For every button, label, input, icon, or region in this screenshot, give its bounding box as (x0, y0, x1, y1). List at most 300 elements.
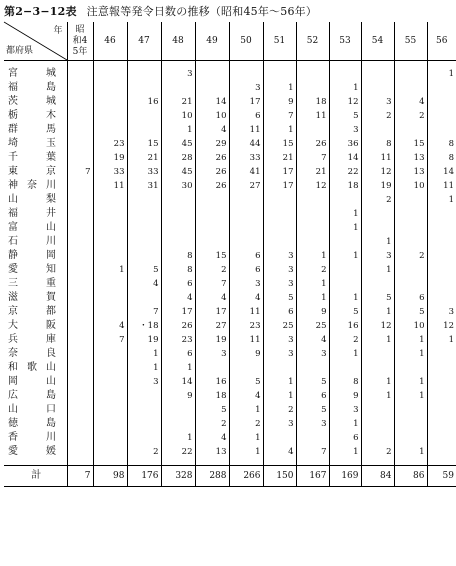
table-row (4, 389, 456, 403)
value-cell: 14 (329, 151, 361, 165)
value-cell (67, 361, 93, 375)
value-cell: 12 (329, 95, 361, 109)
value-cell: 1 (329, 291, 361, 305)
prefecture-name (4, 221, 67, 235)
value-cell: 1 (361, 263, 394, 277)
value-cell (329, 193, 361, 207)
value-cell: 18 (195, 389, 229, 403)
value-cell: 3 (195, 347, 229, 361)
value-cell (93, 291, 127, 305)
value-cell (427, 431, 456, 445)
value-cell: 2 (394, 249, 427, 263)
value-cell (361, 81, 394, 95)
value-cell (427, 81, 456, 95)
value-cell: 15 (195, 249, 229, 263)
value-cell: 11 (361, 151, 394, 165)
value-cell: 2 (195, 417, 229, 431)
value-cell: 1 (296, 291, 329, 305)
value-cell (263, 431, 296, 445)
value-cell: 23 (161, 333, 195, 347)
total-cell: 98 (93, 466, 127, 487)
value-cell (93, 431, 127, 445)
prefecture-name (4, 207, 67, 221)
value-cell: 36 (329, 137, 361, 151)
value-cell: 1 (161, 361, 195, 375)
value-cell (127, 403, 161, 417)
year-header: 56 (427, 22, 456, 61)
value-cell: 13 (394, 151, 427, 165)
value-cell: 17 (161, 305, 195, 319)
table-row (4, 109, 456, 123)
value-cell (93, 375, 127, 389)
table-row (4, 165, 456, 179)
prefecture-name (4, 445, 67, 466)
value-cell: 17 (263, 179, 296, 193)
value-cell: 11 (229, 123, 263, 137)
prefecture-label: 香川 (8, 432, 56, 443)
value-cell (195, 81, 229, 95)
year-header: 昭和45年 (67, 22, 93, 61)
value-cell: 1 (394, 389, 427, 403)
value-cell: 9 (263, 95, 296, 109)
value-cell (195, 235, 229, 249)
value-cell: 3 (263, 333, 296, 347)
prefecture-name (4, 81, 67, 95)
table-number: 第2−3−12表 (4, 5, 77, 18)
value-cell (329, 263, 361, 277)
value-cell: 9 (329, 389, 361, 403)
value-cell (195, 361, 229, 375)
value-cell (127, 389, 161, 403)
value-cell: 10 (394, 319, 427, 333)
value-cell: 13 (394, 165, 427, 179)
value-cell: 1 (329, 445, 361, 466)
value-cell (67, 403, 93, 417)
value-cell: 9 (296, 305, 329, 319)
value-cell (67, 291, 93, 305)
prefecture-label: 愛媛 (8, 446, 56, 457)
value-cell: 18 (329, 179, 361, 193)
table-row (4, 235, 456, 249)
value-cell: 3 (229, 81, 263, 95)
value-cell: 2 (361, 445, 394, 466)
prefecture-name (4, 417, 67, 431)
value-cell: 1 (427, 193, 456, 207)
value-cell (161, 193, 195, 207)
value-cell (394, 417, 427, 431)
value-cell: 17 (195, 305, 229, 319)
value-cell: 17 (263, 165, 296, 179)
prefecture-name (4, 431, 67, 445)
value-cell: 3 (263, 249, 296, 263)
value-cell (127, 249, 161, 263)
value-cell (427, 389, 456, 403)
value-cell (67, 137, 93, 151)
value-cell (93, 305, 127, 319)
value-cell: 3 (229, 277, 263, 291)
value-cell (93, 389, 127, 403)
total-label: 計 (4, 466, 67, 487)
year-header: 47 (127, 22, 161, 61)
prefecture-label: 石川 (8, 236, 56, 247)
value-cell (361, 221, 394, 235)
value-cell: 25 (263, 319, 296, 333)
value-cell (394, 207, 427, 221)
value-cell: 2 (263, 403, 296, 417)
value-cell (296, 431, 329, 445)
prefecture-name (4, 361, 67, 375)
value-cell: 19 (127, 333, 161, 347)
value-cell (67, 207, 93, 221)
value-cell: 27 (195, 319, 229, 333)
value-cell: 4 (161, 291, 195, 305)
year-header: 48 (161, 22, 195, 61)
value-cell: 7 (296, 445, 329, 466)
value-cell (361, 277, 394, 291)
value-cell (161, 417, 195, 431)
value-cell: 7 (127, 305, 161, 319)
header-corner (4, 22, 67, 61)
prefecture-label: 広島 (8, 390, 56, 401)
value-cell: 1 (263, 123, 296, 137)
value-cell (296, 123, 329, 137)
value-cell (394, 361, 427, 375)
prefecture-label: 徳島 (8, 418, 56, 429)
value-cell (427, 403, 456, 417)
value-cell: 3 (161, 61, 195, 82)
value-cell: 11 (229, 333, 263, 347)
value-cell: 1 (296, 249, 329, 263)
value-cell (329, 277, 361, 291)
value-cell: 5 (329, 109, 361, 123)
value-cell: 15 (263, 137, 296, 151)
value-cell (296, 361, 329, 375)
value-cell: 44 (229, 137, 263, 151)
year-header: 49 (195, 22, 229, 61)
value-cell: 26 (161, 319, 195, 333)
value-cell: 8 (427, 137, 456, 151)
value-cell (127, 235, 161, 249)
value-cell (67, 109, 93, 123)
value-cell (427, 123, 456, 137)
value-cell: 7 (93, 333, 127, 347)
value-cell: ・18 (127, 319, 161, 333)
value-cell (195, 61, 229, 82)
prefecture-name (4, 123, 67, 137)
value-cell: 4 (195, 291, 229, 305)
value-cell (394, 61, 427, 82)
value-cell (67, 305, 93, 319)
value-cell (394, 193, 427, 207)
value-cell (361, 61, 394, 82)
prefecture-label: 宮城 (8, 68, 56, 79)
value-cell: 4 (296, 333, 329, 347)
value-cell (394, 403, 427, 417)
value-cell: 11 (296, 109, 329, 123)
value-cell (67, 333, 93, 347)
value-cell: 17 (229, 95, 263, 109)
total-cell: 176 (127, 466, 161, 487)
value-cell: 1 (329, 221, 361, 235)
value-cell: 26 (195, 165, 229, 179)
value-cell: 15 (394, 137, 427, 151)
table-row (4, 277, 456, 291)
value-cell: 19 (361, 179, 394, 193)
prefecture-name (4, 305, 67, 319)
value-cell: 9 (229, 347, 263, 361)
value-cell (67, 417, 93, 431)
table-row (4, 375, 456, 389)
value-cell: 3 (263, 417, 296, 431)
value-cell: 1 (127, 361, 161, 375)
value-cell: 2 (394, 109, 427, 123)
prefecture-name (4, 193, 67, 207)
value-cell (427, 263, 456, 277)
value-cell: 3 (296, 417, 329, 431)
prefecture-label: 栃木 (8, 110, 56, 121)
value-cell (229, 193, 263, 207)
value-cell: 2 (127, 445, 161, 466)
year-header: 55 (394, 22, 427, 61)
table-row (4, 207, 456, 221)
value-cell: 1 (229, 403, 263, 417)
table-row (4, 249, 456, 263)
value-cell (67, 431, 93, 445)
value-cell: 8 (329, 375, 361, 389)
value-cell: 5 (263, 291, 296, 305)
value-cell: 4 (394, 95, 427, 109)
prefecture-label: 福島 (8, 82, 56, 93)
value-cell (361, 347, 394, 361)
value-cell (427, 109, 456, 123)
table-row (4, 347, 456, 361)
value-cell: 6 (161, 277, 195, 291)
value-cell: 1 (329, 81, 361, 95)
value-cell (329, 235, 361, 249)
prefecture-name (4, 319, 67, 333)
prefecture-label: 滋賀 (8, 292, 56, 303)
value-cell (296, 193, 329, 207)
value-cell: 21 (263, 151, 296, 165)
value-cell: 22 (329, 165, 361, 179)
table-row (4, 305, 456, 319)
value-cell: 28 (161, 151, 195, 165)
value-cell: 1 (361, 235, 394, 249)
value-cell: 15 (127, 137, 161, 151)
value-cell (427, 361, 456, 375)
value-cell (427, 277, 456, 291)
value-cell: 7 (263, 109, 296, 123)
prefecture-label: 千葉 (8, 152, 56, 163)
value-cell (67, 221, 93, 235)
value-cell: 4 (93, 319, 127, 333)
value-cell: 6 (329, 431, 361, 445)
value-cell (361, 207, 394, 221)
value-cell: 9 (161, 389, 195, 403)
value-cell: 12 (427, 319, 456, 333)
value-cell: 31 (127, 179, 161, 193)
value-cell (67, 151, 93, 165)
value-cell (229, 61, 263, 82)
value-cell: 33 (127, 165, 161, 179)
value-cell (93, 81, 127, 95)
prefecture-label: 和歌山 (8, 362, 56, 373)
value-cell (93, 207, 127, 221)
value-cell (67, 193, 93, 207)
table-row (4, 95, 456, 109)
value-cell: 8 (161, 263, 195, 277)
table-row (4, 445, 456, 466)
value-cell: 2 (195, 263, 229, 277)
value-cell (161, 221, 195, 235)
value-cell: 45 (161, 165, 195, 179)
value-cell: 2 (361, 109, 394, 123)
prefecture-label: 群馬 (8, 124, 56, 135)
value-cell: 1 (229, 431, 263, 445)
total-cell: 84 (361, 466, 394, 487)
value-cell: 3 (263, 347, 296, 361)
value-cell: 13 (195, 445, 229, 466)
value-cell (67, 95, 93, 109)
value-cell (93, 403, 127, 417)
value-cell (296, 207, 329, 221)
value-cell: 12 (361, 165, 394, 179)
value-cell (263, 235, 296, 249)
value-cell (427, 221, 456, 235)
total-cell: 167 (296, 466, 329, 487)
total-cell: 328 (161, 466, 195, 487)
prefecture-label: 静岡 (8, 250, 56, 261)
value-cell (127, 221, 161, 235)
prefecture-name (4, 235, 67, 249)
value-cell: 1 (394, 375, 427, 389)
value-cell: 2 (329, 333, 361, 347)
value-cell: 21 (296, 165, 329, 179)
value-cell (427, 235, 456, 249)
total-cell: 288 (195, 466, 229, 487)
value-cell: 6 (161, 347, 195, 361)
value-cell (229, 221, 263, 235)
prefecture-name (4, 151, 67, 165)
value-cell (427, 417, 456, 431)
value-cell: 16 (195, 375, 229, 389)
value-cell (67, 263, 93, 277)
value-cell: 1 (296, 277, 329, 291)
value-cell (263, 207, 296, 221)
value-cell (67, 389, 93, 403)
value-cell (93, 235, 127, 249)
value-cell (93, 193, 127, 207)
value-cell: 6 (394, 291, 427, 305)
table-row (4, 263, 456, 277)
value-cell: 1 (329, 347, 361, 361)
value-cell (427, 445, 456, 466)
value-cell (93, 417, 127, 431)
prefecture-name (4, 291, 67, 305)
value-cell (93, 361, 127, 375)
value-cell: 1 (93, 263, 127, 277)
prefecture-label: 岡山 (8, 376, 56, 387)
value-cell: 7 (195, 277, 229, 291)
value-cell: 19 (195, 333, 229, 347)
table-row (4, 361, 456, 375)
value-cell (361, 431, 394, 445)
value-cell (394, 431, 427, 445)
value-cell: 12 (296, 179, 329, 193)
value-cell (427, 375, 456, 389)
total-row (4, 466, 456, 487)
value-cell: 5 (296, 375, 329, 389)
prefecture-name (4, 347, 67, 361)
value-cell: 1 (427, 61, 456, 82)
prefecture-name (4, 403, 67, 417)
value-cell (67, 375, 93, 389)
value-cell: 7 (296, 151, 329, 165)
value-cell (127, 123, 161, 137)
value-cell (195, 221, 229, 235)
value-cell: 11 (427, 179, 456, 193)
value-cell: 4 (229, 389, 263, 403)
prefecture-label: 神奈川 (8, 180, 56, 191)
value-cell: 16 (127, 95, 161, 109)
table-row (4, 179, 456, 193)
value-cell: 2 (229, 417, 263, 431)
prefecture-name (4, 375, 67, 389)
prefecture-label: 奈良 (8, 348, 56, 359)
table-row (4, 221, 456, 235)
value-cell (394, 81, 427, 95)
value-cell (296, 235, 329, 249)
value-cell: 8 (161, 249, 195, 263)
value-cell: 1 (127, 347, 161, 361)
value-cell (361, 417, 394, 431)
value-cell: 1 (329, 207, 361, 221)
value-cell (394, 277, 427, 291)
value-cell: 5 (329, 305, 361, 319)
prefecture-label: 大阪 (8, 320, 56, 331)
value-cell: 14 (195, 95, 229, 109)
table-row (4, 291, 456, 305)
prefecture-name (4, 389, 67, 403)
value-cell: 1 (263, 81, 296, 95)
value-cell (263, 221, 296, 235)
prefecture-label: 京都 (8, 306, 56, 317)
value-cell (93, 221, 127, 235)
value-cell: 4 (263, 445, 296, 466)
value-cell: 16 (329, 319, 361, 333)
value-cell (127, 417, 161, 431)
value-cell: 33 (93, 165, 127, 179)
prefecture-label: 富山 (8, 222, 56, 233)
year-header: 50 (229, 22, 263, 61)
value-cell: 7 (67, 165, 93, 179)
table-row (4, 151, 456, 165)
value-cell: 18 (296, 95, 329, 109)
value-cell (161, 81, 195, 95)
value-cell: 6 (229, 109, 263, 123)
table-row (4, 403, 456, 417)
value-cell (67, 277, 93, 291)
table-row (4, 61, 456, 82)
prefecture-name (4, 165, 67, 179)
value-cell (229, 235, 263, 249)
value-cell (93, 123, 127, 137)
table-row (4, 333, 456, 347)
value-cell: 4 (195, 123, 229, 137)
value-cell: 5 (296, 403, 329, 417)
value-cell (296, 61, 329, 82)
prefecture-label: 茨城 (8, 96, 56, 107)
